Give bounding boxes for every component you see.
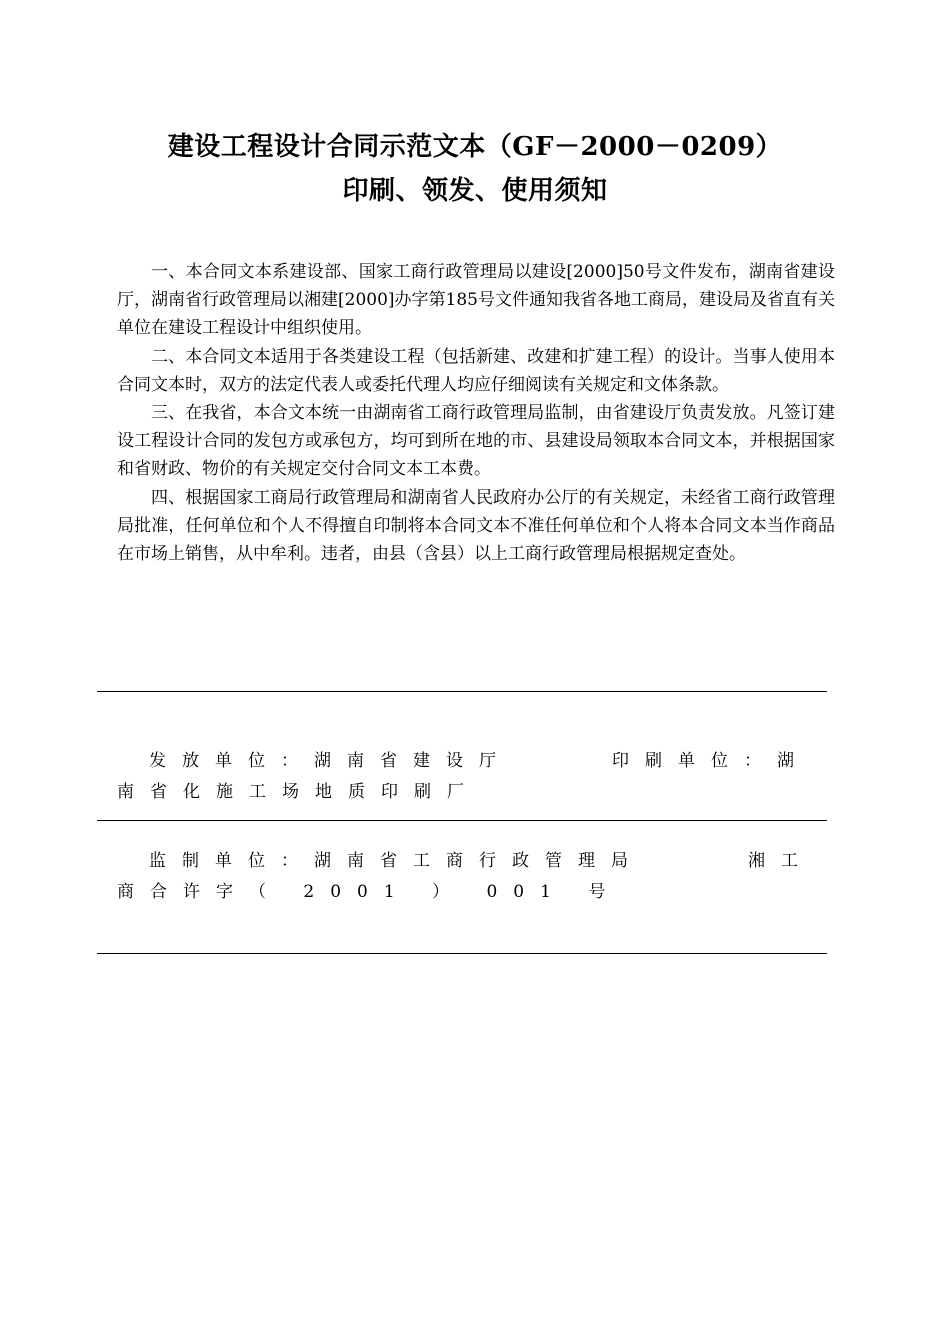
- divider-top: [97, 691, 827, 692]
- issuer-line: 发放单位：湖南省建设厅: [149, 751, 512, 771]
- printer-line-start: 印刷单位：湖: [612, 751, 810, 771]
- printer-line-end: 南省化施工场地质印刷厂: [117, 782, 480, 802]
- document-subtitle: 印刷、领发、使用须知: [342, 176, 608, 206]
- document-title: 建设工程设计合同示范文本（GF－2000－0209）: [167, 132, 783, 162]
- license-line: 商合许字（ 2001 ） 001 号: [117, 882, 622, 902]
- supervisor-line: 监制单位：湖南省工商行政管理局: [149, 851, 644, 871]
- divider-bottom: [97, 953, 827, 954]
- notice-paragraph-4: 四、根据国家工商局行政管理局和湖南省人民政府办公厅的有关规定，未经省工商行政管理局批准，任何单位和个人不得擅自印制将本合同文本不准任何单位和个人将本合同文本当作商品在市场上销售，从中牟利。违者，由县（含县）以上工商行政管理局根据规定查处。: [117, 487, 835, 565]
- divider-middle: [97, 820, 827, 821]
- notice-paragraph-3: 三、在我省，本合文本统一由湖南省工商行政管理局监制，由省建设厅负责发放。凡签订建设工程设计合同的发包方或承包方，均可到所在地的市、县建设局领取本合同文本，并根据国家和省财政、物价的有关规定交付合同文本工本费。: [117, 403, 835, 480]
- license-start: 湘工: [748, 851, 814, 871]
- notice-paragraph-2: 二、本合同文本适用于各类建设工程（包括新建、改建和扩建工程）的设计。当事人使用本合同文本时，双方的法定代表人或委托代理人均应仔细阅读有关规定和文体条款。: [117, 346, 835, 395]
- notice-body: [117, 258, 835, 568]
- notice-paragraph-1: 一、本合同文本系建设部、国家工商行政管理局以建设[2000]50号文件发布，湖南省建设厅，湖南省行政管理局以湘建[2000]办字第185号文件通知我省各地工商局，建设局及省直有关单位在建设工程设计中组织使用。: [117, 262, 835, 339]
